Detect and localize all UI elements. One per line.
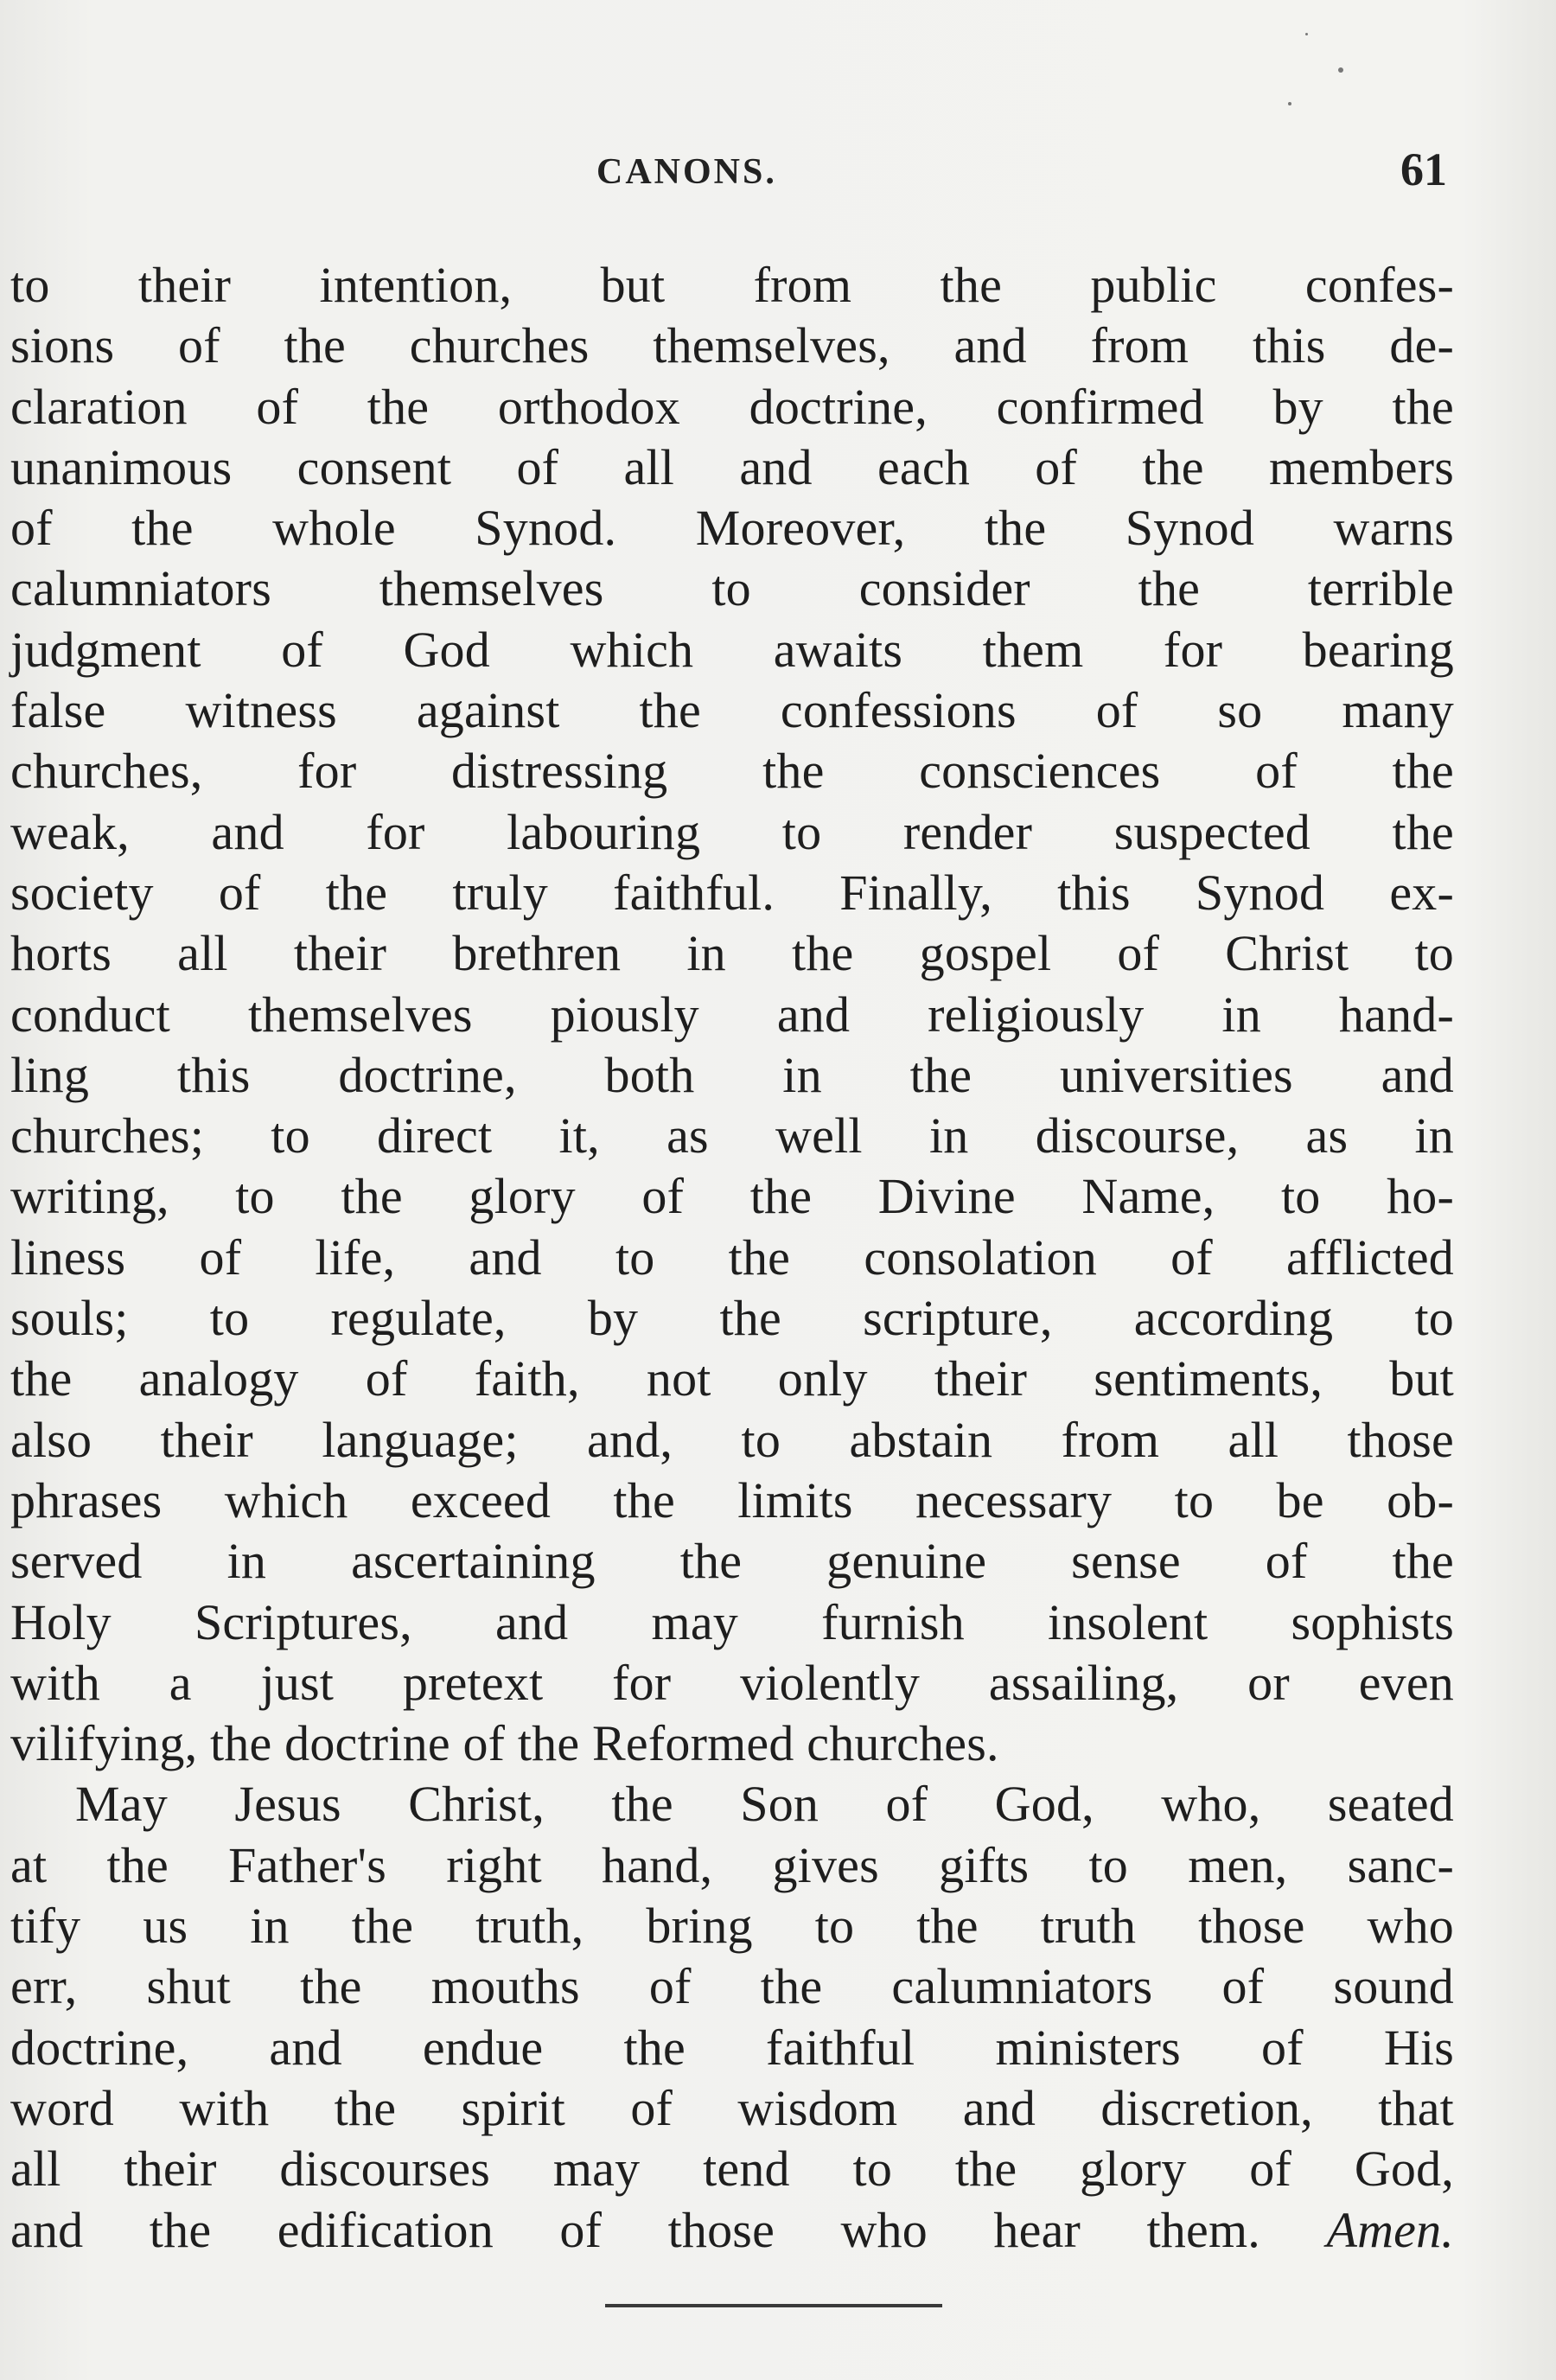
text-line: of the whole Synod. Moreover, the Synod warns <box>10 500 1454 557</box>
text-line: doctrine, and endue the faithful ministers of His <box>10 2019 1454 2076</box>
text-line: also their language; and, to abstain from all those <box>10 1411 1454 1468</box>
text-line: err, shut the mouths of the calumniators of sound <box>10 1958 1454 2015</box>
text-line: at the Father's right hand, gives gifts to men, sanc- <box>10 1836 1454 1893</box>
text-line: tify us in the truth, bring to the truth those who <box>10 1898 1454 1955</box>
text-line: Holy Scriptures, and may furnish insolent sophists <box>10 1593 1454 1650</box>
text-line: May Jesus Christ, the Son of God, who, seated <box>75 1776 1454 1833</box>
text-line: conduct themselves piously and religiously in hand- <box>10 986 1454 1043</box>
text-line: word with the spirit of wisdom and discretion, that <box>10 2079 1454 2136</box>
text-line: sions of the churches themselves, and from this de- <box>10 317 1454 374</box>
text-line: liness of life, and to the consolation of afflicted <box>10 1228 1454 1286</box>
text-line-with-amen <box>10 2200 1454 2261</box>
text-line: ling this doctrine, both in the universities and <box>10 1046 1454 1103</box>
text-line: phrases which exceed the limits necessary to be ob- <box>10 1471 1454 1528</box>
ink-speck <box>1288 102 1291 105</box>
running-title: CANONS. <box>596 152 777 192</box>
text-line: false witness against the confessions of so many <box>10 682 1454 739</box>
ink-speck <box>1338 67 1343 73</box>
text-line: to their intention, but from the public confes- <box>10 257 1454 313</box>
text-line: souls; to regulate, by the scripture, according to <box>10 1290 1454 1347</box>
text-line: calumniators themselves to consider the terrible <box>10 560 1454 617</box>
text-line: society of the truly faithful. Finally, this Synod ex- <box>10 864 1454 921</box>
text-line: writing, to the glory of the Divine Name, to ho- <box>10 1168 1454 1225</box>
page-header <box>0 143 1556 203</box>
end-rule <box>605 2304 942 2307</box>
text-line: vilifying, the doctrine of the Reformed churches. <box>10 1715 999 1772</box>
text-line: unanimous consent of all and each of the members <box>10 438 1454 495</box>
ink-speck <box>1305 33 1308 35</box>
body-text <box>10 255 1454 2261</box>
text-line: churches, for distressing the consciences of the <box>10 743 1454 800</box>
text-line: served in ascertaining the genuine sense of the <box>10 1533 1454 1590</box>
closing-text: and the edification of those who hear them. <box>10 2201 1260 2258</box>
text-line: weak, and for labouring to render suspected the <box>10 803 1454 860</box>
text-line: judgment of God which awaits them for bearing <box>10 621 1454 678</box>
text-line: churches; to direct it, as well in discourse, as in <box>10 1107 1454 1164</box>
text-line: all their discourses may tend to the glory of God, <box>10 2141 1454 2198</box>
amen-closing: Amen. <box>1326 2201 1454 2258</box>
text-line: claration of the orthodox doctrine, confirmed by the <box>10 378 1454 435</box>
text-line: horts all their brethren in the gospel of Christ to <box>10 925 1454 982</box>
text-line: the analogy of faith, not only their sentiments, but <box>10 1350 1454 1407</box>
page-number: 61 <box>1400 144 1447 195</box>
text-line: with a just pretext for violently assailing, or even <box>10 1654 1454 1711</box>
